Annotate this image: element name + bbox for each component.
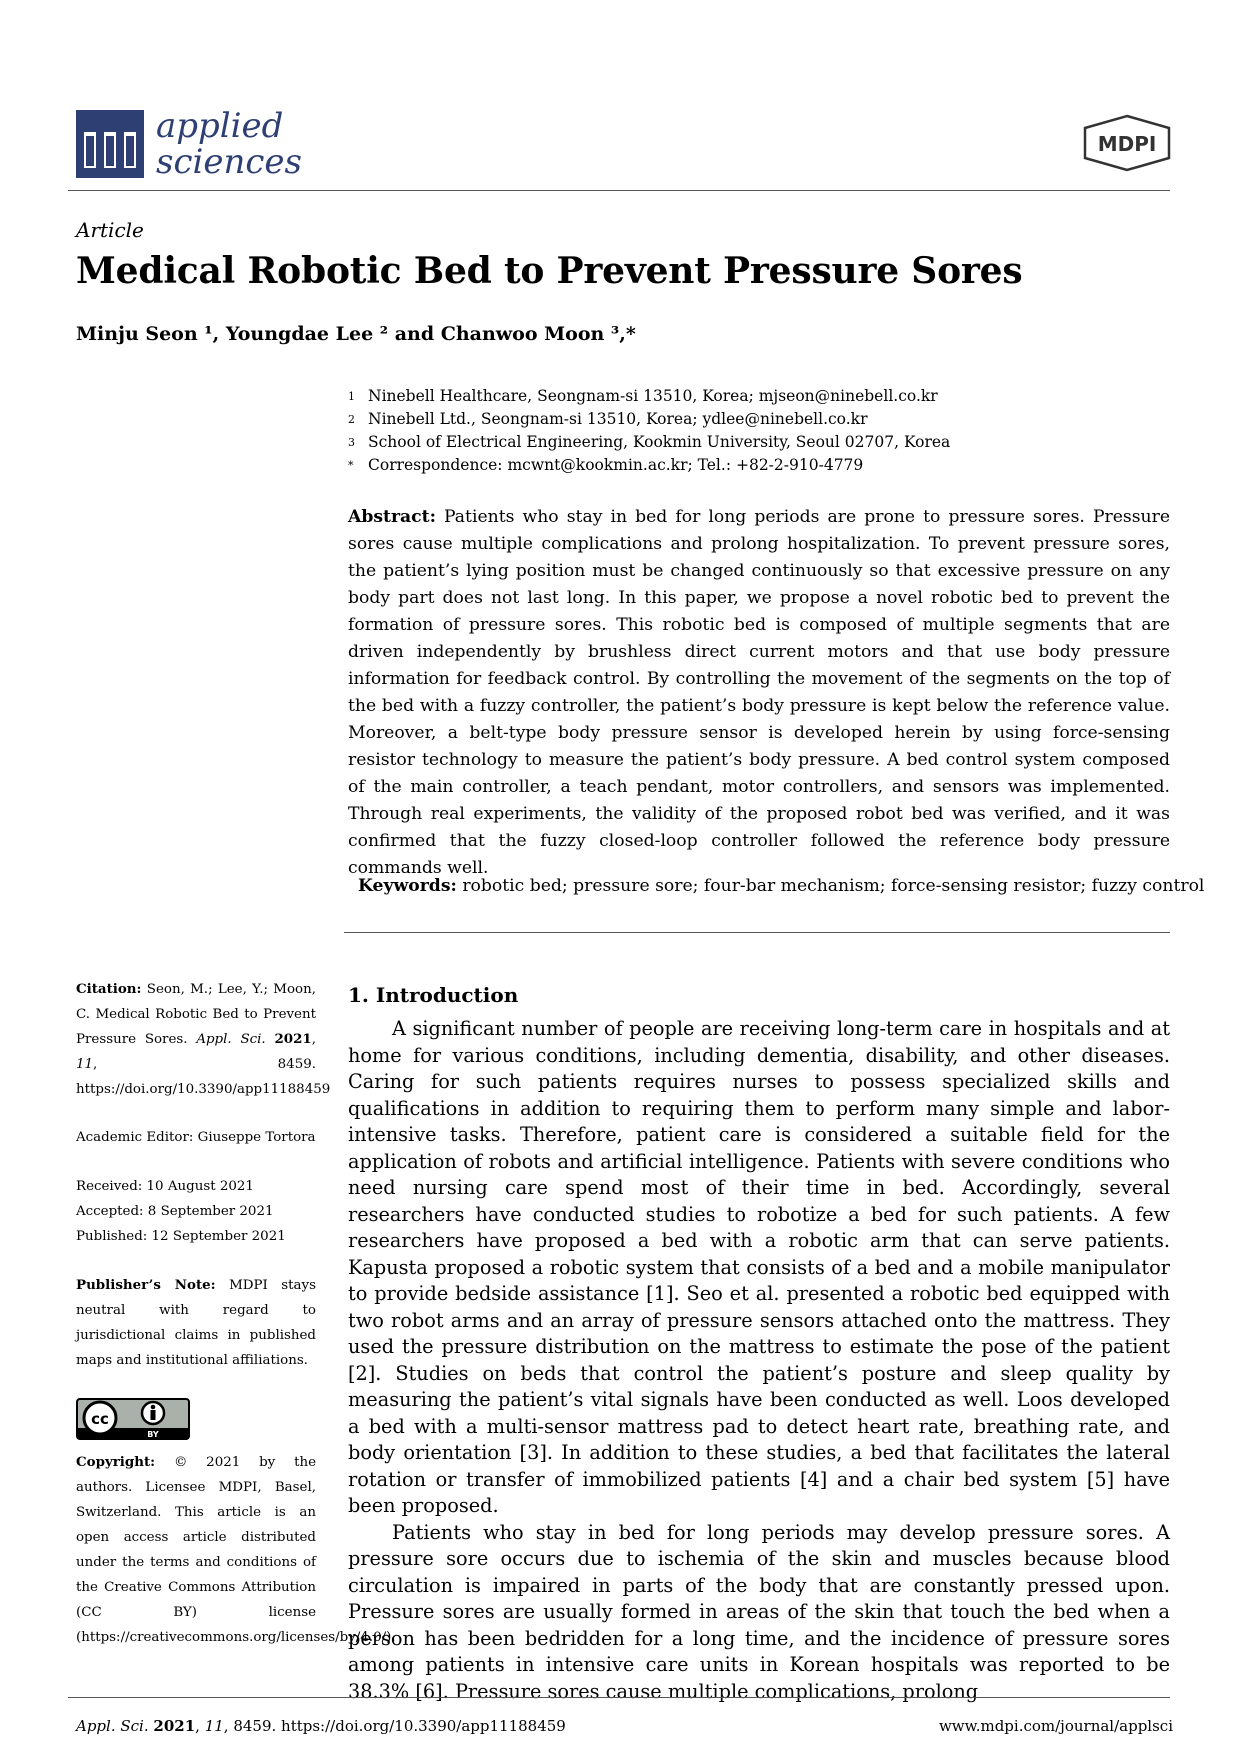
test-tubes-icon <box>76 110 144 178</box>
received-date: Received: 10 August 2021 <box>76 1179 254 1194</box>
keywords-label: Keywords: <box>358 876 457 896</box>
footer-citation: Appl. Sci. 2021, 11, 8459. https://doi.org/10.3390/app11188459 <box>76 1717 566 1735</box>
article-type: Article <box>76 218 144 242</box>
cc-by-license-icon[interactable] <box>76 1398 190 1440</box>
journal-name-line2: sciences <box>156 142 302 182</box>
section-heading: 1. Introduction <box>348 983 519 1007</box>
journal-logo <box>76 108 302 180</box>
academic-editor: Academic Editor: Giuseppe Tortora <box>76 1130 316 1145</box>
publisher-note: Publisher’s Note: MDPI stays neutral with regard to jurisdictional claims in published maps and institutional affiliations. <box>76 1277 316 1368</box>
accepted-date: Accepted: 8 September 2021 <box>76 1204 274 1219</box>
published-date: Published: 12 September 2021 <box>76 1229 286 1244</box>
abstract <box>348 504 1170 882</box>
cc-by-label: BY <box>147 1430 159 1439</box>
mdpi-logo <box>1081 114 1173 172</box>
svg-text:cc: cc <box>91 1410 109 1428</box>
authors: Minju Seon ¹, Youngdae Lee ² and Chanwoo Moon ³,* <box>76 323 636 345</box>
affiliation-row: 3 School of Electrical Engineering, Kookmin University, Seoul 02707, Korea <box>348 433 951 451</box>
affiliation-row: 1 Ninebell Healthcare, Seongnam-si 13510, Korea; mjseon@ninebell.co.kr <box>348 387 938 405</box>
keywords <box>358 876 1204 896</box>
header-divider <box>68 190 1170 191</box>
footer-journal-url[interactable]: www.mdpi.com/journal/applsci <box>938 1717 1173 1735</box>
affiliation-row: * Correspondence: mcwnt@kookmin.ac.kr; Tel.: +82-2-910-4779 <box>348 456 864 474</box>
abstract-text: Patients who stay in bed for long periods are prone to pressure sores. Pressure sores cause multiple complications and prolong hospitalization. To prevent pressure sores, the patient’s lying position must be changed continuously so that excessive pressure on any body part does not last long. In this paper, we propose a novel robotic bed to prevent the formation of pressure sores. This robotic bed is composed of multiple segments that are driven independently by brushless direct current motors and that use body pressure information for feedback control. By controlling the movement of the segments on the top of the bed with a fuzzy controller, the patient’s body pressure is kept below the reference value. Moreover, a belt-type body pressure sensor is developed herein by using force-sensing resistor technology to measure the patient’s body pressure. A bed control system composed of the main controller, a teach pendant, motor controllers, and sensors was implemented. Through real experiments, the validity of the proposed robot bed was verified, and it was confirmed that the fuzzy closed-loop controller followed the reference body pressure commands well. <box>348 507 1171 878</box>
paragraph: A significant number of people are receiving long-term care in hospitals and at home for various conditions, including dementia, disability, and other diseases. Caring for such patients requires nurses to possess specialized skills and qualifications in addition to requiring them to perform many simple and labor-intensive tasks. Therefore, patient care is considered a suitable field for the application of robots and artificial intelligence. Patients with severe conditions who need nursing care spend most of their time in bed. Accordingly, several researchers have conducted studies to robotize a bed for such patients. A few researchers have proposed a bed with a robotic arm that can serve patients. Kapusta proposed a robotic system that consists of a bed and a mobile manipulator to provide bedside assistance [1]. Seo et al. presented a robotic bed equipped with two robot arms and an array of pressure sensors attached onto the mattress. They used the pressure distribution on the mattress to estimate the pose of the patient [2]. Studies on beds that control the patient’s posture and sleep quality by measuring the patient’s vital signals have been conducted as well. Loos developed a bed with a multi-sensor mattress pad to detect heart rate, breathing rate, and body orientation [3]. In addition to these studies, a bed that facilitates the lateral rotation or transfer of immobilized patients [4] and a chair bed system [5] have been proposed. <box>348 1017 1170 1517</box>
footer-divider <box>68 1697 1170 1698</box>
affiliations <box>348 385 950 477</box>
journal-name <box>156 108 302 180</box>
copyright: Copyright: © 2021 by the authors. Licensee MDPI, Basel, Switzerland. This article is an open access article distributed under the terms and conditions of the Creative Commons Attribution (CC BY) license (https://creativecommons.org/licenses/by/4.0/). <box>76 1454 396 1645</box>
paragraph: Patients who stay in bed for long periods may develop pressure sores. A pressure sore occurs due to ischemia of the skin and muscles because blood circulation is impaired in parts of the body that are constantly pressed upon. Pressure sores are usually formed in areas of the skin that touch the bed when a person has been bedridden for a long time, and the incidence of pressure sores among patients in intensive care units in Korean hospitals was reported to be 38.3% [6]. Pressure sores cause multiple complications, prolong <box>348 1520 1170 1703</box>
citation-label: Citation: <box>76 981 142 997</box>
citation: Citation: Seon, M.; Lee, Y.; Moon, C. Medical Robotic Bed to Prevent Pressure Sores. Appl. Sci. 2021, 11, 8459. https://doi.org/10.3390/app11188459 <box>76 981 331 1097</box>
keywords-text: robotic bed; pressure sore; four-bar mechanism; force-sensing resistor; fuzzy control <box>462 876 1205 896</box>
mdpi-logo-text: MDPI <box>1097 132 1157 156</box>
abstract-label: Abstract: <box>348 507 436 527</box>
affiliation-row: 2 Ninebell Ltd., Seongnam-si 13510, Korea; ydlee@ninebell.co.kr <box>348 410 868 428</box>
abstract-divider <box>344 932 1170 933</box>
journal-name-line1: applied <box>156 106 284 146</box>
paper-title: Medical Robotic Bed to Prevent Pressure Sores <box>76 250 1023 292</box>
introduction-text <box>348 1016 1170 1705</box>
